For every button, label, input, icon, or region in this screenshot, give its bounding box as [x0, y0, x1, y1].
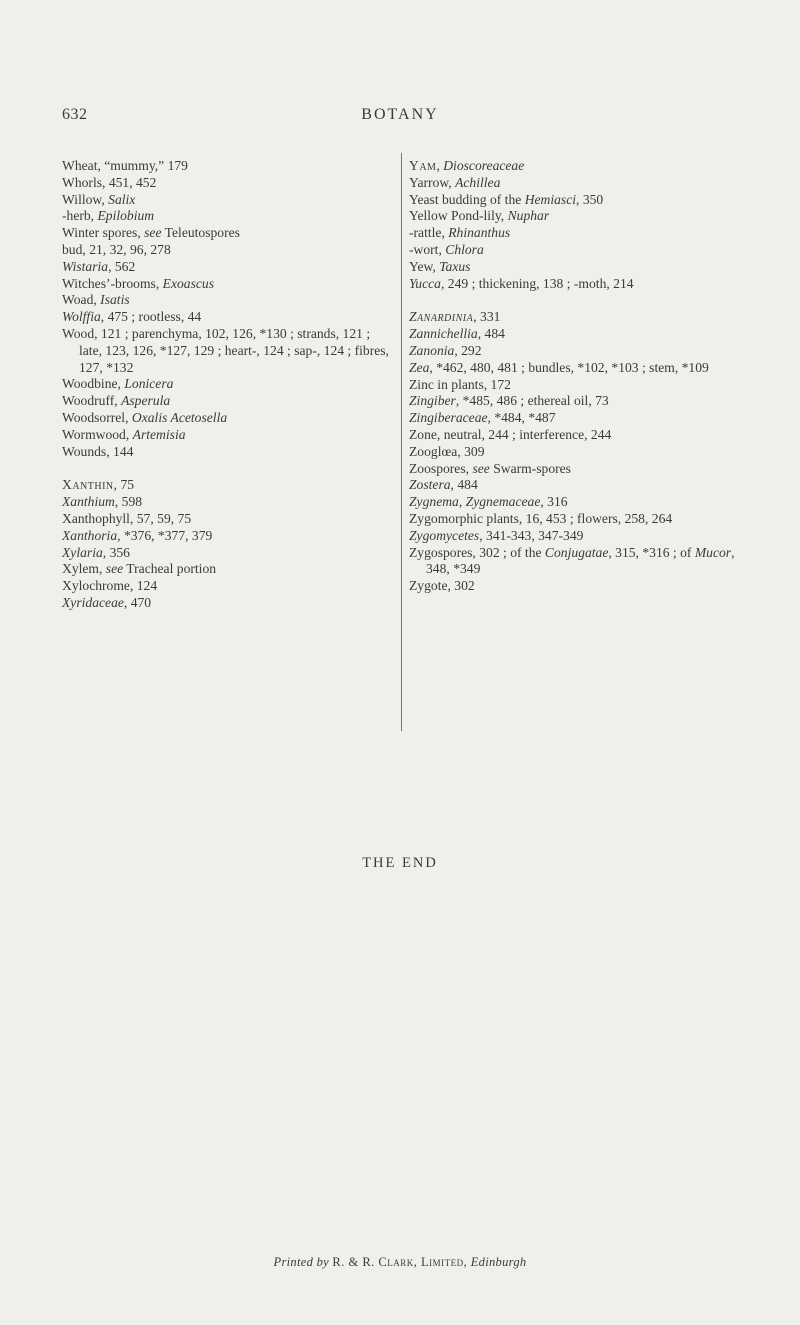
index-entry: [409, 494, 744, 511]
column-divider: [401, 153, 402, 731]
italic-term: Zannichellia: [409, 326, 478, 342]
entry-text: , 470: [123, 594, 152, 610]
running-head: BOTANY: [361, 106, 439, 123]
the-end-heading: THE END: [362, 855, 438, 871]
index-entry: [62, 192, 392, 209]
entry-text: , 75: [113, 477, 135, 493]
index-subentry: [62, 208, 392, 225]
entry-text: , *376, *377, 379: [117, 527, 213, 543]
index-entry: [409, 360, 744, 377]
index-entry: [409, 343, 744, 360]
index-entry: [409, 461, 744, 478]
entry-text: Woodbine,: [62, 376, 125, 392]
index-entry: [409, 393, 744, 410]
index-entry: [409, 545, 744, 579]
index-entry: [409, 326, 744, 343]
italic-term: Xanthoria: [62, 527, 118, 543]
index-entry: [62, 326, 392, 376]
index-column-left: [62, 158, 392, 612]
entry-text: , *462, 480, 481 ; bundles, *102, *103 ; stem, *109: [429, 359, 709, 375]
italic-term: see: [105, 561, 124, 577]
italic-term: Zanardinia: [409, 309, 474, 325]
entry-text: Xanthophyll, 57, 59, 75: [62, 510, 192, 526]
index-entry: [409, 528, 744, 545]
entry-text: Wounds, 144: [62, 443, 134, 459]
index-entry: [409, 427, 744, 444]
entry-text: ,: [436, 158, 444, 173]
italic-term: Mucor: [694, 544, 732, 560]
entry-text: Yellow Pond-lily,: [409, 208, 508, 224]
index-entry: [409, 175, 744, 192]
index-entry: [62, 477, 392, 494]
index-entry: [409, 192, 744, 209]
index-entry: [62, 158, 392, 175]
entry-text: Xylem,: [62, 561, 106, 577]
entry-text: Yarrow,: [409, 174, 456, 190]
index-entry: [409, 276, 744, 293]
italic-term: see: [144, 225, 162, 241]
italic-term: Rhinanthus: [448, 225, 511, 241]
entry-text: Woad,: [62, 292, 101, 308]
entry-text: , 316: [540, 494, 568, 510]
entry-text: , *485, 486 ; ethereal oil, 73: [455, 393, 609, 409]
entry-text: Tracheal portion: [123, 561, 217, 577]
italic-term: Hemiasci: [524, 191, 577, 207]
printer-imprint: [0, 1255, 800, 1270]
italic-term: Xanthium: [62, 494, 115, 510]
entry-text: Whorls, 451, 452: [62, 174, 157, 190]
entry-text: , 598: [114, 494, 143, 510]
index-entry: [62, 444, 392, 461]
entry-text: Zygomorphic plants, 16, 453 ; flowers, 258, 264: [409, 510, 673, 526]
index-entry: [62, 528, 392, 545]
entry-text: -herb,: [62, 208, 98, 224]
index-entry: [62, 309, 392, 326]
italic-term: Zanonia: [409, 342, 455, 358]
italic-term: Zingiberaceae: [409, 410, 488, 426]
entry-text: , 348, *349: [426, 544, 735, 577]
index-entry: [409, 208, 744, 225]
italic-term: Dioscoreaceae: [443, 158, 525, 173]
imprint-printed-by: Printed by: [273, 1255, 329, 1269]
entry-text: , 292: [454, 342, 482, 358]
italic-term: Zostera: [409, 477, 451, 493]
entry-text: Zygospores, 302 ; of the: [409, 544, 545, 560]
index-entry: [62, 561, 392, 578]
entry-text: Willow,: [62, 191, 109, 207]
entry-text: , 341-343, 347-349: [479, 527, 584, 543]
index-entry: [62, 292, 392, 309]
italic-term: Exoascus: [162, 275, 214, 291]
index-entry: [62, 225, 392, 242]
italic-term: Zygnema: [409, 494, 459, 510]
entry-text: , 331: [473, 309, 501, 325]
entry-text: , 562: [108, 258, 136, 274]
italic-term: Isatis: [100, 292, 130, 308]
section-gap: [409, 292, 744, 309]
index-entry: [409, 444, 744, 461]
entry-text: , 484: [477, 326, 505, 342]
entry-text: Swarm-spores: [489, 460, 571, 476]
italic-term: Wistaria: [62, 258, 109, 274]
entry-text: -rattle,: [409, 225, 449, 241]
index-entry: [62, 175, 392, 192]
italic-term: Yucca: [409, 275, 441, 291]
index-entry: [62, 511, 392, 528]
entry-text: Zygote, 302: [409, 578, 475, 594]
italic-term: Nuphar: [507, 208, 550, 224]
entry-text: Zoospores,: [409, 460, 473, 476]
entry-text: ,: [458, 494, 466, 510]
index-entry: [409, 477, 744, 494]
entry-text: Yew,: [409, 258, 440, 274]
entry-text: , 475 ; rootless, 44: [100, 309, 202, 325]
index-entry: [409, 158, 744, 175]
entry-text: Yam: [409, 158, 437, 173]
italic-term: Taxus: [439, 258, 471, 274]
entry-text: , 350: [576, 191, 604, 207]
entry-text: Yeast budding of the: [409, 191, 525, 207]
index-entry: [62, 376, 392, 393]
italic-term: Artemisia: [132, 426, 186, 442]
entry-text: Woodsorrel,: [62, 409, 132, 425]
index-entry: [62, 393, 392, 410]
entry-text: Zinc in plants, 172: [409, 376, 511, 392]
italic-term: Epilobium: [97, 208, 155, 224]
imprint-printer: R. & R. Clark, Limited,: [332, 1255, 468, 1269]
index-entry: [409, 511, 744, 528]
entry-text: Woodruff,: [62, 393, 122, 409]
italic-term: Lonicera: [124, 376, 174, 392]
index-column-right: [409, 158, 744, 595]
italic-term: see: [472, 460, 490, 476]
entry-text: , 315, *316 ; of: [608, 544, 695, 560]
entry-text: Xylochrome, 124: [62, 578, 158, 594]
italic-term: Salix: [108, 191, 136, 207]
index-subentry: [409, 225, 744, 242]
index-entry: [62, 276, 392, 293]
entry-text: -wort,: [409, 241, 446, 257]
italic-term: Zygnemaceae: [465, 494, 541, 510]
entry-text: Zooglœa, 309: [409, 443, 485, 459]
entry-text: Xanthin: [62, 477, 114, 493]
index-entry: [409, 259, 744, 276]
italic-term: Zygomycetes: [409, 527, 480, 543]
index-subentry: [62, 242, 392, 259]
italic-term: Wolffia: [62, 309, 101, 325]
entry-text: Wheat, “mummy,” 179: [62, 158, 188, 173]
entry-text: Wormwood,: [62, 426, 133, 442]
index-entry: [62, 259, 392, 276]
page-number: 632: [62, 106, 88, 123]
italic-term: Xyridaceae: [62, 594, 124, 610]
entry-text: , 249 ; thickening, 138 ; -moth, 214: [440, 275, 634, 291]
index-entry: [62, 595, 392, 612]
italic-term: Xylaria: [62, 544, 103, 560]
index-entry: [409, 377, 744, 394]
index-entry: [62, 578, 392, 595]
italic-term: Conjugatae: [544, 544, 609, 560]
entry-text: bud, 21, 32, 96, 278: [62, 241, 171, 257]
section-gap: [62, 460, 392, 477]
italic-term: Achillea: [455, 174, 501, 190]
entry-text: Zone, neutral, 244 ; interference, 244: [409, 426, 612, 442]
entry-text: , 484: [450, 477, 478, 493]
index-entry: [62, 427, 392, 444]
italic-term: Zingiber: [409, 393, 456, 409]
italic-term: Asperula: [121, 393, 171, 409]
italic-term: Chlora: [445, 241, 484, 257]
italic-term: Zea: [409, 359, 430, 375]
entry-text: Witches’-brooms,: [62, 275, 163, 291]
entry-text: Winter spores,: [62, 225, 145, 241]
index-entry: [409, 309, 744, 326]
index-subentry: [409, 242, 744, 259]
imprint-place: Edinburgh: [470, 1255, 527, 1269]
italic-term: Oxalis Acetosella: [131, 409, 228, 425]
index-entry: [409, 410, 744, 427]
index-entry: [409, 578, 744, 595]
entry-text: Wood, 121 ; parenchyma, 102, 126, *130 ; strands, 121 ; late, 123, 126, *127, 129 ; heart-, 124 ; sap-, 124 ; fibres, 127, *132: [62, 325, 389, 375]
index-entry: [62, 410, 392, 427]
entry-text: , 356: [102, 544, 130, 560]
entry-text: Teleutospores: [161, 225, 240, 241]
entry-text: , *484, *487: [487, 410, 556, 426]
index-entry: [62, 545, 392, 562]
index-entry: [62, 494, 392, 511]
